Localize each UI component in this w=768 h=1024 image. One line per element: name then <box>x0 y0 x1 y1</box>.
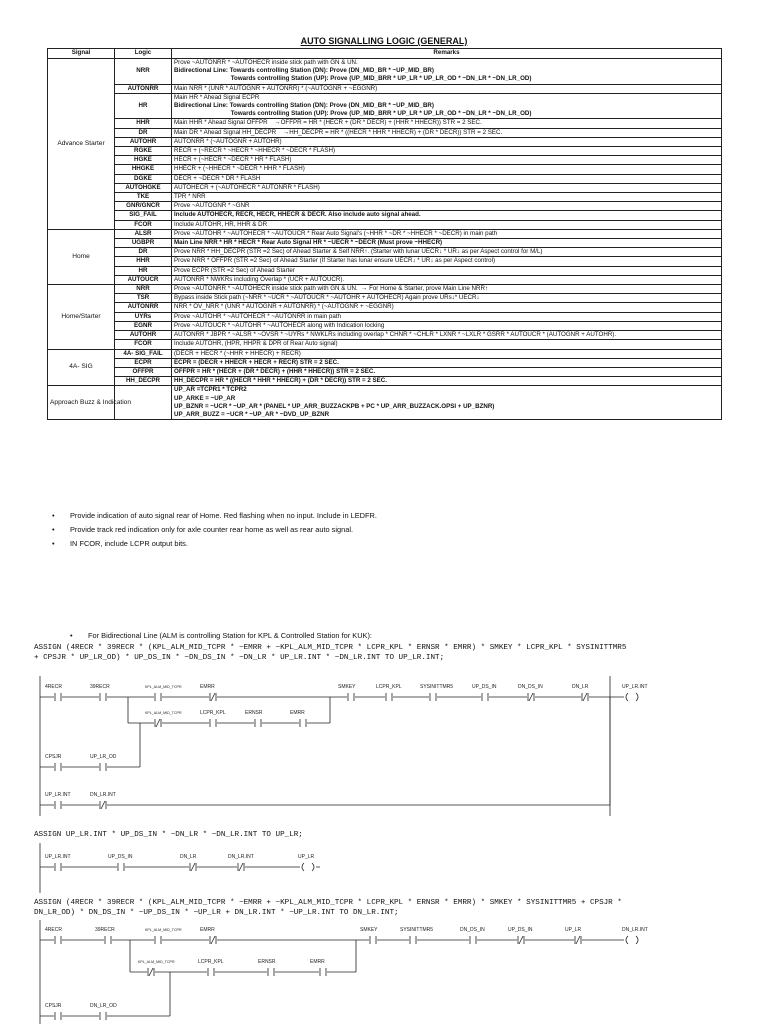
contact-label: KPL_ALM_MID_TCPR <box>138 960 175 964</box>
contact-label: EMRR <box>200 684 215 690</box>
remarks-cell <box>172 183 722 192</box>
remarks-cell <box>172 147 722 156</box>
logic-cell: ECPR <box>115 358 172 367</box>
contact-label: UP_LR.INT <box>45 854 71 860</box>
remarks-line: RECR + (~RECR * ~HECR * ~HHECR * ~DECR * FLASH) <box>174 147 336 155</box>
table-row <box>48 119 722 128</box>
ladder-diagram-up-lr <box>30 843 350 893</box>
table-row <box>48 377 722 386</box>
table-row <box>48 202 722 211</box>
contact-label: SMKEY <box>360 927 378 933</box>
contact-label: KPL_ALM_MID_TCPR <box>145 711 182 715</box>
table-row <box>48 229 722 238</box>
contact-label: SYSINITTMR5 <box>420 684 454 690</box>
remarks-line: Main NRR * (UNR * AUTOGNR + AUTONRR) * (~AUTOGNR + ~EGGNR) <box>174 84 378 92</box>
contact-label: EMRR <box>310 959 325 965</box>
table-row <box>48 59 722 85</box>
logic-cell: AUTOHR <box>115 331 172 340</box>
table-row <box>48 275 722 284</box>
logic-cell: AUTOHGKE <box>115 183 172 192</box>
remarks-line: Include AUTOHR, (HPR, HHPR & DPR of Rear Auto signal) <box>174 340 338 348</box>
assign-statement-1: ASSIGN (4RECR * 39RECR * (KPL_ALM_MID_TCPR * ~EMRR + ~KPL_ALM_MID_TCPR * LCPR_KPL * ERNSR * EMRR) * SMKEY * LCPR_KPL * SYSINITTMR5 + CPSJR * UP_LR_OD) * UP_DS_IN * ~DN_DS_IN * ~DN_LR * UP_LR.INT * ~DN_LR.INT TO UP_LR.INT; <box>34 644 627 663</box>
remarks-cell <box>172 119 722 128</box>
header-signal: Signal <box>48 49 115 59</box>
remarks-cell <box>172 358 722 367</box>
logic-cell: FCOR <box>115 220 172 229</box>
remarks-cell <box>172 174 722 183</box>
table-row <box>48 220 722 229</box>
table-row <box>48 211 722 220</box>
logic-cell: OFFPR <box>115 367 172 376</box>
remarks-line: Main HHR * Ahead Signal OFFPR →OFFPR = HR * (HECR + (DR * DECR) + (HHR * HHECR)) STR = 2 SEC. <box>174 119 482 127</box>
note-item: • IN FCOR, include LCPR output bits. <box>52 539 188 548</box>
remarks-line: DECR + ~DECR * DR * FLASH <box>174 174 261 182</box>
contact-label: LCPR_KPL <box>198 959 224 965</box>
contact-label: CPSJR <box>45 754 62 760</box>
table-row <box>48 137 722 146</box>
table-row <box>48 239 722 248</box>
remarks-cell <box>172 137 722 146</box>
contact-label: UP_LR <box>565 927 582 933</box>
contact-label: DN_DS_IN <box>460 927 485 933</box>
contact-label: LCPR_KPL <box>376 684 402 690</box>
remarks-line: AUTONRR * NWKRs including Overlap * (UCR + AUTOUCR). <box>174 275 345 283</box>
table-row <box>48 266 722 275</box>
logic-cell: AUTOHR <box>115 137 172 146</box>
remarks-cell <box>172 303 722 312</box>
logic-cell: TKE <box>115 193 172 202</box>
table-row <box>48 386 722 420</box>
table-row <box>48 174 722 183</box>
contact-label: ERNSR <box>245 710 263 716</box>
note-text: IN FCOR, include LCPR output bits. <box>70 539 188 548</box>
remarks-line: Prove NRR * HH_DECPR (STR =2 Sec) of Ahead Starter & Self NRR↑. (Starter with lunar UECR↓ * UR↓ as per Aspect control for M/L) <box>174 248 543 256</box>
note-item: • Provide track red indication only for axle counter rear home as well as rear auto signal. <box>52 525 354 534</box>
document-title: AUTO SIGNALLING LOGIC (GENERAL) <box>300 36 468 46</box>
table-row <box>48 285 722 294</box>
contact-label: SYSINITTMR5 <box>400 927 434 933</box>
contact-label: KPL_ALM_MID_TCPR <box>145 685 182 689</box>
logic-cell: NRR <box>115 59 172 85</box>
contact-label: SMKEY <box>338 684 356 690</box>
remarks-line: Main DR * Ahead Signal HH_DECPR →HH_DECPR = HR * ((HECR * HHR * HHECR) + (DR * DECR)) STR = 2 SEC. <box>174 128 503 136</box>
table-row <box>48 84 722 93</box>
table-header-row <box>48 49 722 59</box>
logic-cell: HR <box>115 93 172 119</box>
logic-table <box>47 48 722 420</box>
remarks-line: HH_DECPR = HR * ((HECR * HHR * HHECR) + (DR * DECR)) STR = 2 SEC. <box>174 377 387 385</box>
remarks-line: AUTONRR * JBPR * ~ALSR * ~OVSR * ~UYRs * NWKLRs including overlap * CHNR * ~CHLR * LXNR * ~LXLR * GSRR * AUTOUCR * (AUTOGNR + AUTOHR). <box>174 331 617 339</box>
table-row <box>48 128 722 137</box>
remarks-cell <box>172 165 722 174</box>
contact-label: DN_LR_OD <box>90 1003 117 1009</box>
logic-cell: AUTONRR <box>115 303 172 312</box>
remarks-line: AUTONRR * (~AUTOGNR + AUTOHR) <box>174 137 282 145</box>
logic-cell: FCOR <box>115 340 172 349</box>
remarks-line: Towards controlling Station (UP): Prove (UP_MID_BRR * UP_LR * UP_LR_OD * ~DN_LR * ~DN_LR_OD) <box>174 110 532 118</box>
remarks-line: Prove ~AUTOGNR * ~GNR <box>174 202 250 210</box>
remarks-cell <box>172 340 722 349</box>
remarks-cell <box>172 229 722 238</box>
remarks-line: Prove ~AUTONRR * ~AUTOHECR inside stick path with GN & UN. <box>174 59 358 66</box>
assign-statement-3: ASSIGN (4RECR * 39RECR * (KPL_ALM_MID_TCPR * ~EMRR + ~KPL_ALM_MID_TCPR * LCPR_KPL * ERNSR * EMRR) * SMKEY * SYSINITTMR5 + CPSJR * DN_LR_OD) * DN_DS_IN * ~UP_DS_IN * ~UP_LR + DN_LR.INT * ~UP_LR.INT TO DN_LR.INT; <box>34 899 622 918</box>
logic-cell: HR <box>115 266 172 275</box>
remarks-cell <box>172 93 722 119</box>
signal-cell: Home <box>48 229 115 284</box>
logic-cell: DGKE <box>115 174 172 183</box>
logic-cell: AUTOUCR <box>115 275 172 284</box>
contact-label: DN_DS_IN <box>518 684 543 690</box>
bidirectional-note-text: For Bidirectional Line (ALM is controlling Station for KPL & Controlled Station for KUK): <box>88 631 372 640</box>
logic-cell: HHGKE <box>115 165 172 174</box>
remarks-line: ECPR = (DECR + HHECR + HECR + RECR) STR = 2 SEC. <box>174 358 339 366</box>
contact-label: DN_LR.INT <box>228 854 254 860</box>
remarks-line: (DECR + HECR * (~HHR + HHECR) + RECR) <box>174 349 301 357</box>
remarks-line: TPR * NRR <box>174 193 206 201</box>
signal-cell: Approach Buzz & Indication <box>48 386 115 420</box>
remarks-line: Prove ~AUTOHR * ~AUTOHECR * ~AUTOUCR * Rear Auto Signal's (~HHR * ~DR * ~HHECR * ~DECR) in main path <box>174 229 498 237</box>
remarks-line: Prove ECPR (STR =2 Sec) of Ahead Starter <box>174 266 295 274</box>
remarks-cell <box>172 349 722 358</box>
logic-cell: DR <box>115 128 172 137</box>
contact-label: LCPR_KPL <box>200 710 226 716</box>
remarks-line: UP_AR =TCPR1 * TCPR2 <box>174 386 247 394</box>
remarks-cell <box>172 257 722 266</box>
signal-cell: Home/Starter <box>48 285 115 349</box>
remarks-line: UP_ARR_BUZZ = ~UCR * ~UP_AR * ~DVD_UP_BZNR <box>174 410 330 418</box>
remarks-line: Bidirectional Line: Towards controlling Station (DN): Prove (DN_MID_BR * ~UP_MID_BR) <box>174 67 434 75</box>
ladder-diagram-up-lr-int <box>30 676 670 816</box>
table-row <box>48 367 722 376</box>
contact-label: 4RECR <box>45 684 62 690</box>
remarks-line: HECR + (~HECR * ~DECR * HR * FLASH) <box>174 156 292 164</box>
remarks-cell <box>172 285 722 294</box>
table-row <box>48 183 722 192</box>
remarks-cell <box>172 294 722 303</box>
logic-cell: UYRs <box>115 312 172 321</box>
remarks-line: Towards controlling Station (UP): Prove (UP_MID_BRR * UP_LR * UP_LR_OD * ~DN_LR * ~DN_LR_OD) <box>174 75 532 83</box>
contact-label: ERNSR <box>258 959 276 965</box>
contact-label: DN_LR <box>572 684 589 690</box>
note-text: Provide indication of auto signal rear of Home. Red flashing when no input. Include in LEDFR. <box>70 511 377 520</box>
remarks-cell <box>172 128 722 137</box>
table-row <box>48 156 722 165</box>
contact-label: UP_DS_IN <box>508 927 533 933</box>
contact-label: DN_LR.INT <box>90 792 116 798</box>
ladder-diagram-dn-lr-int <box>30 920 670 1024</box>
contact-label: DN_LR.INT <box>622 927 648 933</box>
note-text: Provide track red indication only for axle counter rear home as well as rear auto signal. <box>70 525 354 534</box>
table-row <box>48 303 722 312</box>
table-row <box>48 331 722 340</box>
remarks-cell <box>172 275 722 284</box>
remarks-line: AUTOHECR + (~AUTOHECR * AUTONRR * FLASH) <box>174 183 320 191</box>
remarks-line: Prove ~AUTOHR * ~AUTOHECR * ~AUTONRR in main path <box>174 312 341 320</box>
remarks-cell <box>172 84 722 93</box>
logic-cell: RGKE <box>115 147 172 156</box>
remarks-line: OFFPR = HR * (HECR + (DR * DECR) + (HHR * HHECR)) STR = 2 SEC. <box>174 367 376 375</box>
logic-cell: HHR <box>115 257 172 266</box>
table-row <box>48 358 722 367</box>
remarks-line: Main HR * Ahead Signal ECPR <box>174 93 260 101</box>
logic-cell: DR <box>115 248 172 257</box>
remarks-cell <box>172 367 722 376</box>
remarks-line: Prove ~AUTONRR * ~AUTOHECR inside stick path with GN & UN. → For Home & Starter, prove Main Line NRR↑ <box>174 285 489 293</box>
remarks-line: Prove ~AUTOUCR * ~AUTOHR * ~AUTOHECR along with Indication locking <box>174 321 385 329</box>
remarks-cell <box>172 266 722 275</box>
contact-label: CPSJR <box>45 1003 62 1009</box>
logic-cell: HHR <box>115 119 172 128</box>
logic-cell: ALSR <box>115 229 172 238</box>
logic-cell: TSR <box>115 294 172 303</box>
remarks-line: NRR * OV_NRR * (UNR * AUTOGNR + AUTONRR) * (~AUTOGNR + ~EGGNR) <box>174 303 394 311</box>
remarks-line: Bypass inside Stick path (~NRR * ~UCR * ~AUTOUCR * ~AUTOHR + AUTOHECR) Again prove URs↓* UECR↓ <box>174 294 480 302</box>
bidirectional-note: • For Bidirectional Line (ALM is controlling Station for KPL & Controlled Station for KUK): <box>70 631 372 640</box>
logic-cell: NRR <box>115 285 172 294</box>
table-row <box>48 193 722 202</box>
contact-label: 39RECR <box>90 684 110 690</box>
remarks-cell <box>172 331 722 340</box>
table-row <box>48 257 722 266</box>
contact-label: KPL_ALM_MID_TCPR <box>145 928 182 932</box>
contact-label: EMRR <box>290 710 305 716</box>
remarks-line: Prove NRR * OFFPR (STR =2 Sec) of Ahead Starter (If Starter has lunar ensure UECR↓ * UR↓ as per Aspect control) <box>174 257 496 265</box>
remarks-cell <box>172 202 722 211</box>
contact-label: UP_LR.INT <box>45 792 71 798</box>
contact-label: UP_LR <box>298 854 315 860</box>
header-remarks: Remarks <box>172 49 722 59</box>
remarks-cell <box>172 377 722 386</box>
table-row <box>48 165 722 174</box>
table-row <box>48 321 722 330</box>
table-row <box>48 312 722 321</box>
note-item: • Provide indication of auto signal rear of Home. Red flashing when no input. Include in LEDFR. <box>52 511 377 520</box>
remarks-line: UP_ARKE = ~UP_AR <box>174 394 236 402</box>
logic-cell: SIG_FAIL <box>115 211 172 220</box>
table-row <box>48 340 722 349</box>
contact-label: UP_DS_IN <box>472 684 497 690</box>
logic-cell: GNR/GNCR <box>115 202 172 211</box>
remarks-cell <box>172 386 722 420</box>
contact-label: 39RECR <box>95 927 115 933</box>
remarks-line: Bidirectional Line: Towards controlling Station (DN): Prove (DN_MID_BR * ~UP_MID_BR) <box>174 102 434 110</box>
remarks-line: Include AUTOHR, HR, HHR & DR <box>174 220 268 228</box>
remarks-line: Main Line NRR * HR * HECR * Rear Auto Signal HR * ~UECR * ~DECR (Must prove ~HHECR) <box>174 239 443 247</box>
contact-label: UP_DS_IN <box>108 854 133 860</box>
table-row <box>48 93 722 119</box>
table-row <box>48 248 722 257</box>
remarks-cell <box>172 211 722 220</box>
contact-label: DN_LR <box>180 854 197 860</box>
assign-statement-2: ASSIGN UP_LR.INT * UP_DS_IN * ~DN_LR * ~DN_LR.INT TO UP_LR; <box>34 831 303 839</box>
table-row <box>48 147 722 156</box>
contact-label: EMRR <box>200 927 215 933</box>
logic-cell: HH_DECPR <box>115 377 172 386</box>
contact-label: 4RECR <box>45 927 62 933</box>
remarks-line: HHECR + (~HHECR * ~DECR * HHR * FLASH) <box>174 165 305 173</box>
logic-cell: UGBPR <box>115 239 172 248</box>
remarks-cell <box>172 156 722 165</box>
header-logic: Logic <box>115 49 172 59</box>
remarks-cell <box>172 193 722 202</box>
table-row <box>48 349 722 358</box>
remarks-cell <box>172 248 722 257</box>
remarks-line: UP_BZNR = ~UCR * ~UP_AR * (PANEL * UP_ARR_BUZZACKPB + PC * UP_ARR_BUZZACK.OPSI + UP_BZNR) <box>174 402 495 410</box>
logic-cell: HGKE <box>115 156 172 165</box>
remarks-cell <box>172 312 722 321</box>
signal-cell: 4A- SIG <box>48 349 115 386</box>
remarks-cell <box>172 220 722 229</box>
contact-label: UP_LR.INT <box>622 684 648 690</box>
remarks-cell <box>172 239 722 248</box>
signal-cell: Advance Starter <box>48 59 115 230</box>
logic-cell: AUTONRR <box>115 84 172 93</box>
logic-cell: 4A- SIG_FAIL <box>115 349 172 358</box>
logic-cell: EGNR <box>115 321 172 330</box>
remarks-cell <box>172 321 722 330</box>
table-row <box>48 294 722 303</box>
contact-label: UP_LR_OD <box>90 754 117 760</box>
remarks-cell <box>172 59 722 85</box>
remarks-line: Include AUTOHECR, RECR, HECR, HHECR & DECR. Also include auto signal ahead. <box>174 211 421 219</box>
